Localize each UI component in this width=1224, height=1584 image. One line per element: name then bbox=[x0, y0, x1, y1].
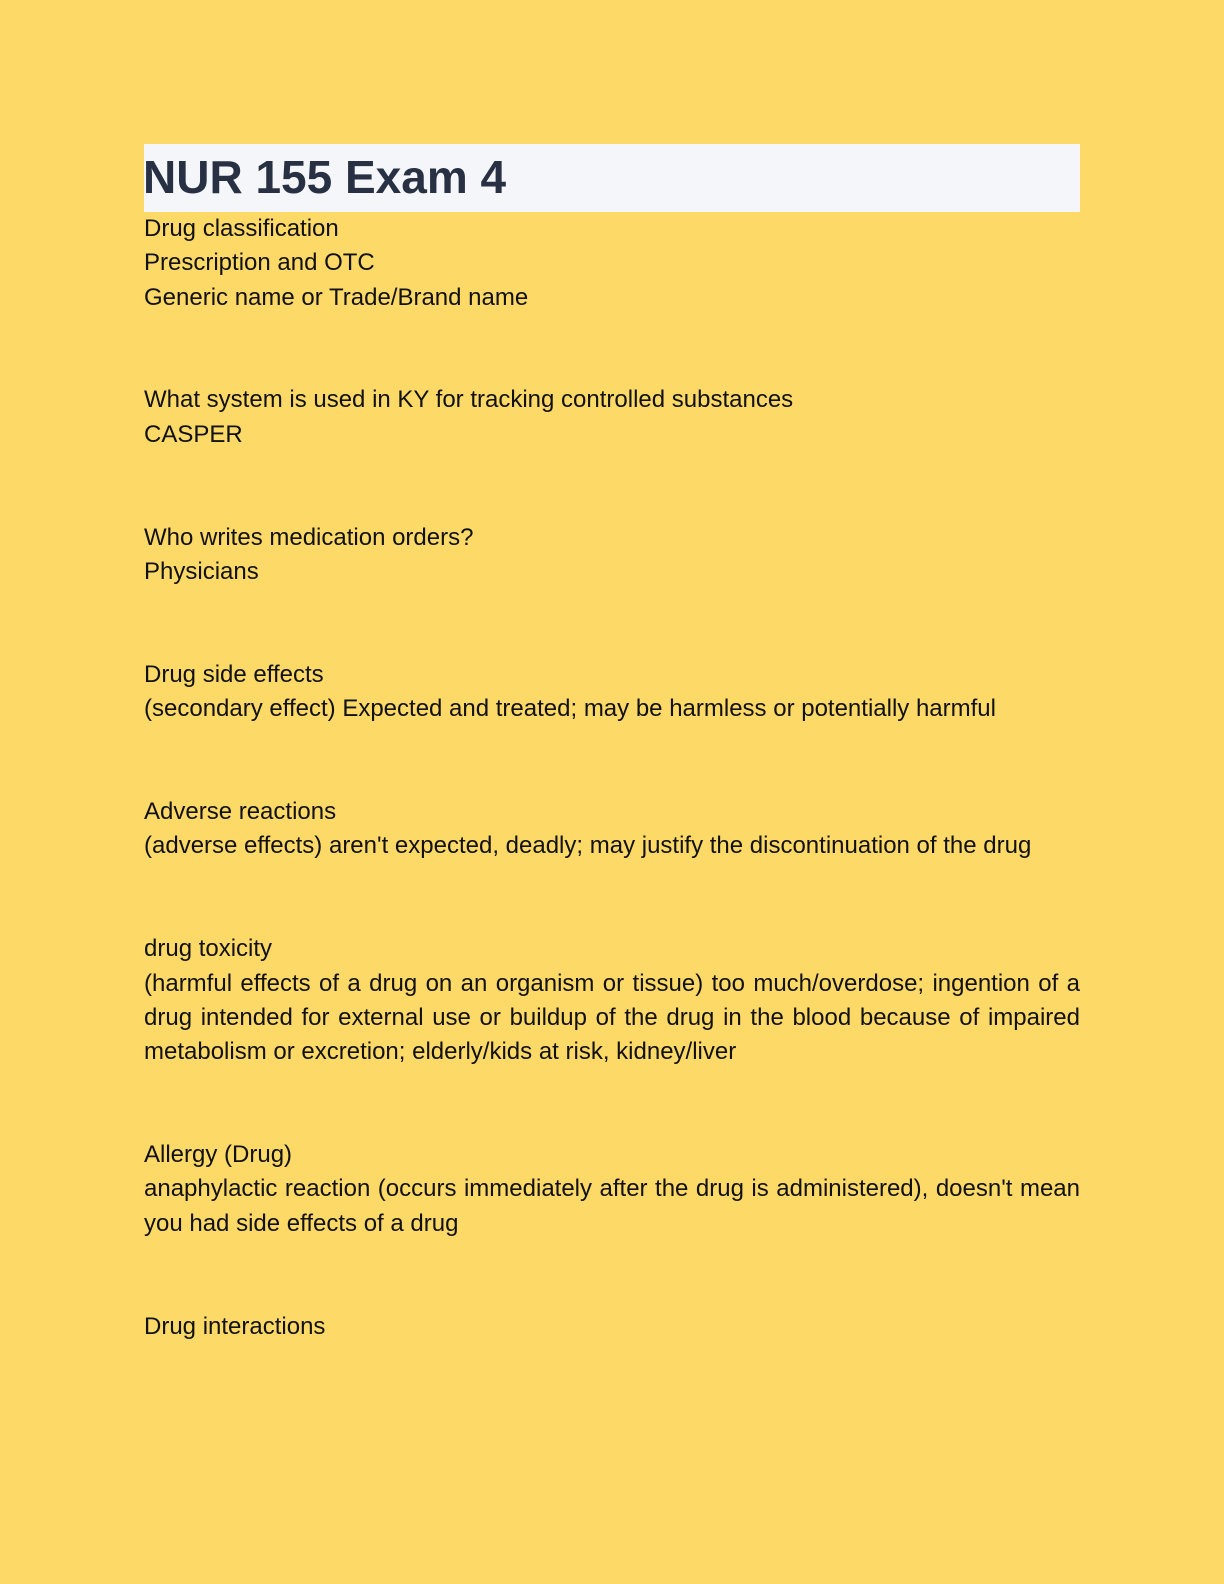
spacer bbox=[144, 315, 1080, 384]
card-drug-side-effects bbox=[144, 658, 1080, 727]
card-definition: CASPER bbox=[144, 420, 243, 448]
card-term: Adverse reactions bbox=[144, 798, 337, 826]
card-term: Drug classification bbox=[144, 215, 339, 242]
card-adverse-reactions bbox=[144, 795, 1080, 864]
document-body bbox=[144, 144, 1080, 1344]
spacer bbox=[144, 726, 1080, 795]
card-definition: Prescription and OTC bbox=[144, 249, 375, 277]
card-term: What system is used in KY for tracking controlled substances bbox=[144, 386, 794, 414]
card-drug-toxicity bbox=[144, 932, 1080, 1069]
card-definition: (harmful effects of a drug on an organism or tissue) too much/overdose; ingention of a drug intended for external use or buildup of the drug in the blood because of impaired metabolism or excretion; elderly/kids at risk, kidney/liver bbox=[144, 969, 1080, 1066]
card-drug-classification bbox=[144, 212, 1080, 315]
document-title: NUR 155 Exam 4 bbox=[143, 151, 507, 203]
card-definition: Generic name or Trade/Brand name bbox=[144, 283, 529, 311]
card-drug-allergy bbox=[144, 1138, 1080, 1241]
spacer bbox=[144, 1069, 1080, 1138]
card-term: Allergy (Drug) bbox=[144, 1141, 293, 1169]
card-definition: (adverse effects) aren't expected, deadly; may justify the discontinuation of the drug bbox=[144, 832, 1032, 860]
card-term: Drug side effects bbox=[144, 660, 324, 688]
title-banner bbox=[144, 144, 1080, 212]
spacer bbox=[144, 864, 1080, 933]
card-definition: Physicians bbox=[144, 557, 259, 585]
card-drug-interactions bbox=[144, 1310, 1080, 1344]
card-definition: anaphylactic reaction (occurs immediately after the drug is administered), doesn't mean you had side effects of a drug bbox=[144, 1175, 1080, 1237]
card-ky-tracking-system bbox=[144, 383, 1080, 452]
card-definition: (secondary effect) Expected and treated; may be harmless or potentially harmful bbox=[144, 695, 996, 723]
card-term: Drug interactions bbox=[144, 1312, 326, 1340]
spacer bbox=[144, 452, 1080, 521]
spacer bbox=[144, 589, 1080, 658]
card-term: Who writes medication orders? bbox=[144, 523, 474, 551]
spacer bbox=[144, 1241, 1080, 1310]
card-medication-orders bbox=[144, 521, 1080, 590]
card-term: drug toxicity bbox=[144, 935, 273, 963]
